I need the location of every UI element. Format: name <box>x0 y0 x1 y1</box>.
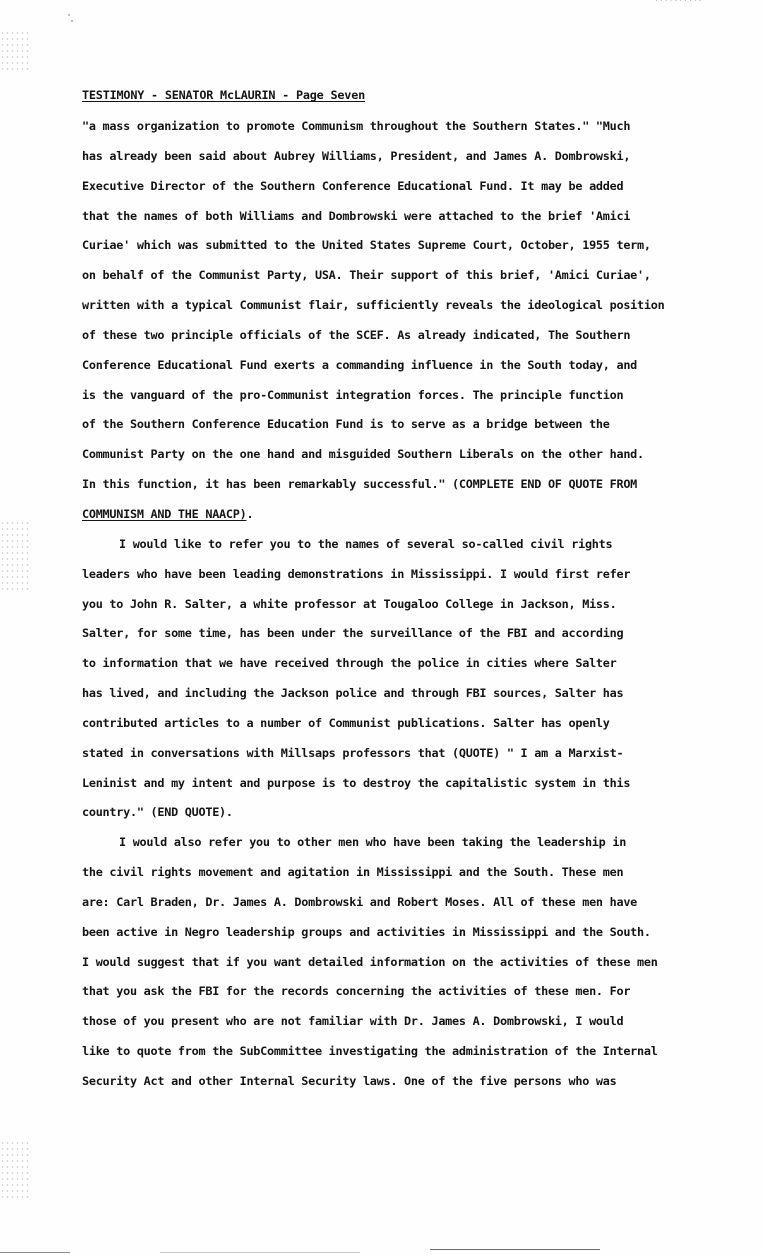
scan-speck <box>71 20 73 22</box>
text-line: Conference Educational Fund exerts a commanding influence in the South today, and <box>82 357 638 372</box>
text-line: Curiae' which was submitted to the United States Supreme Court, October, 1955 term, <box>82 238 651 253</box>
text-line: of these two principle officials of the SCEF. As already indicated, The Southern <box>82 327 631 342</box>
text-line: "a mass organization to promote Communism throughout the Southern States." "Much <box>82 119 631 133</box>
citation-tail: . <box>246 506 254 521</box>
paragraph-start: I would also refer you to other men who have been taking the leadership in <box>119 835 627 850</box>
text-line: has already been said about Aubrey Williams, President, and James A. Dombrowski, <box>82 148 631 163</box>
text-line: Executive Director of the Southern Conference Educational Fund. It may be added <box>82 178 624 193</box>
text-line: Salter, for some time, has been under the surveillance of the FBI and according <box>82 626 624 641</box>
text-line: that you ask the FBI for the records concerning the activities of these men. For <box>82 984 631 999</box>
text-line: contributed articles to a number of Communist publications. Salter has openly <box>82 715 610 730</box>
text-line: Leninist and my intent and purpose is to destroy the capitalistic system in this <box>82 775 631 790</box>
citation-line <box>82 506 732 536</box>
text-line: you to John R. Salter, a white professor at Tougaloo College in Jackson, Miss. <box>82 596 617 611</box>
bottom-rule-right <box>430 1249 600 1250</box>
text-line: written with a typical Communist flair, sufficiently reveals the ideological position <box>82 298 665 313</box>
text-line: is the vanguard of the pro-Communist integration forces. The principle function <box>82 387 624 402</box>
citation-title: COMMUNISM AND THE NAACP) <box>82 506 247 521</box>
scan-dots-top-right <box>655 0 704 4</box>
scan-noise-left-bottom <box>0 1140 30 1200</box>
text-line: on behalf of the Communist Party, USA. Their support of this brief, 'Amici Curiae', <box>82 268 651 283</box>
text-line: that the names of both Williams and Dombrowski were attached to the brief 'Amici <box>82 208 631 223</box>
text-line: stated in conversations with Millsaps professors that (QUOTE) " I am a Marxist- <box>82 745 624 760</box>
text-line: country." (END QUOTE). <box>82 805 233 820</box>
text-line: been active in Negro leadership groups and activities in Mississippi and the South. <box>82 924 651 939</box>
text-line: of the Southern Conference Education Fund is to serve as a bridge between the <box>82 417 610 432</box>
bottom-rule-middle <box>160 1252 360 1253</box>
scan-noise-left-top <box>0 30 30 70</box>
text-line: Security Act and other Internal Security laws. One of the five persons who was <box>82 1074 617 1088</box>
testimony-body <box>82 118 732 1103</box>
text-line: those of you present who are not familiar with Dr. James A. Dombrowski, I would <box>82 1014 624 1029</box>
text-line: are: Carl Braden, Dr. James A. Dombrowski and Robert Moses. All of these men have <box>82 894 638 909</box>
scan-noise-left-mid <box>0 520 30 590</box>
scan-speck <box>68 14 70 16</box>
text-line: to information that we have received through the police in cities where Salter <box>82 656 617 671</box>
text-line: leaders who have been leading demonstrations in Mississippi. I would first refer <box>82 566 631 581</box>
text-line: In this function, it has been remarkably successful." (COMPLETE END OF QUOTE FROM <box>82 477 638 492</box>
text-line: like to quote from the SubCommittee investigating the administration of the Internal <box>82 1044 658 1059</box>
page-header: TESTIMONY - SENATOR McLAURIN - Page Seven <box>82 88 365 102</box>
text-line: has lived, and including the Jackson police and through FBI sources, Salter has <box>82 686 624 701</box>
bottom-rule-left <box>0 1252 70 1253</box>
paragraph-start: I would like to refer you to the names of several so-called civil rights <box>119 536 613 551</box>
text-line: Communist Party on the one hand and misguided Southern Liberals on the other hand. <box>82 447 644 462</box>
text-line: I would suggest that if you want detailed information on the activities of these men <box>82 954 658 969</box>
text-line: the civil rights movement and agitation in Mississippi and the South. These men <box>82 865 624 880</box>
